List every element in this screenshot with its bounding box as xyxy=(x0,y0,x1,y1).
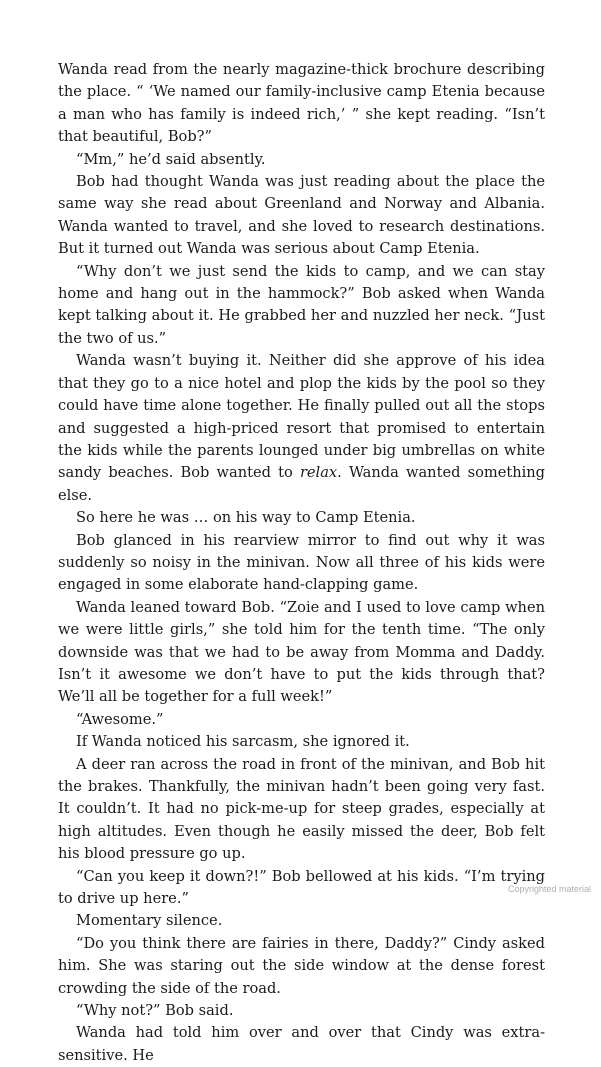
paragraph-with-italic xyxy=(58,350,545,507)
paragraph: “Can you keep it down?!” Bob bellowed at his kids. “I’m trying to drive up here.” xyxy=(58,867,545,908)
paragraph: So here he was … on his way to Camp Etenia. xyxy=(76,509,416,527)
paragraph: Wanda read from the nearly magazine-thick brochure describing the place. “ ‘We named our family-inclusive camp Etenia because a man who has family is indeed rich,’ ” she kept reading. “Isn’t that beautiful, Bob?” xyxy=(58,61,545,146)
paragraph: “Do you think there are fairies in there, Daddy?” Cindy asked him. She was staring out the side window at the dense forest crowding the side of the road. xyxy=(58,934,545,997)
paragraph-text-tail: . Wanda wanted something else. xyxy=(58,464,546,504)
copyright-watermark: Copyrighted material xyxy=(507,884,591,894)
paragraph: If Wanda noticed his sarcasm, she ignored it. xyxy=(76,733,410,751)
paragraph: A deer ran across the road in front of the minivan, and Bob hit the brakes. Thankfully, the minivan hadn’t been going very fast. It couldn’t. It had no pick-me-up for steep grades, especially at high altitudes. Even though he easily missed the deer, Bob felt his blood pressure go up. xyxy=(58,755,545,863)
paragraph: Wanda had told him over and over that Cindy was extra-sensitive. He xyxy=(58,1024,545,1064)
paragraph: Bob glanced in his rearview mirror to find out why it was suddenly so noisy in the minivan. Now all three of his kids were engaged in some elaborate hand-clapping game. xyxy=(58,531,545,594)
book-page-text xyxy=(58,59,545,1067)
paragraph: Bob had thought Wanda was just reading about the place the same way she read about Greenland and Norway and Albania. Wanda wanted to travel, and she loved to research destinations. But it turned out Wanda was serious about Camp Etenia. xyxy=(58,173,545,258)
paragraph: “Why don’t we just send the kids to camp, and we can stay home and hang out in the hammock?” Bob asked when Wanda kept talking about it. He grabbed her and nuzzled her neck. “Just the two of us.” xyxy=(58,262,545,347)
paragraph: “Awesome.” xyxy=(76,710,164,728)
paragraph-text: Wanda wasn’t buying it. Neither did she approve of his idea that they go to a nice hotel and plop the kids by the pool so they could have time alone together. He finally pulled out all the stops and suggested a high-priced resort that promised to entertain the kids while the parents lounged under big umbrellas on white sandy beaches. Bob wanted to xyxy=(58,352,545,482)
italic-word: relax xyxy=(299,464,338,482)
paragraph: Momentary silence. xyxy=(76,912,223,930)
paragraph: “Mm,” he’d said absently. xyxy=(76,150,266,168)
paragraph: Wanda leaned toward Bob. “Zoie and I used to love camp when we were little girls,” she told him for the tenth time. “The only downside was that we had to be away from Momma and Daddy. Isn’t it awesome we don’t have to put the kids through that? We’ll all be together for a full week!” xyxy=(58,598,545,706)
paragraph: “Why not?” Bob said. xyxy=(76,1002,234,1020)
